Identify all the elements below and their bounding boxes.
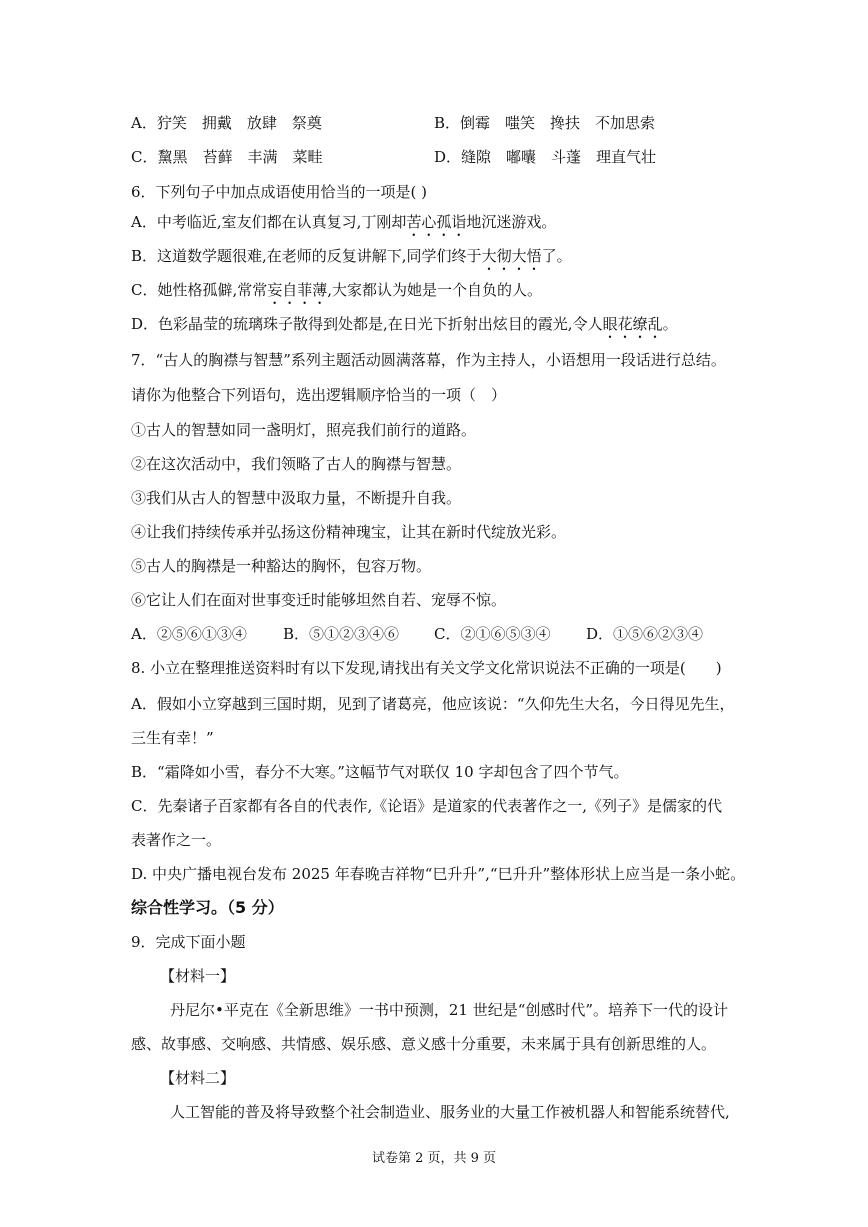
q5-option-b: B．倒霉 嗤笑 搀扶 不加思索 (434, 114, 656, 132)
q6-option-d (131, 314, 678, 342)
q7-sentence-3: ③我们从古人的智慧中汲取力量，不断提升自我。 (131, 489, 462, 507)
material-2-title: 【材料二】 (160, 1069, 236, 1087)
q8-option-a-line1: A．假如小立穿越到三国时期，见到了诸葛亮，他应该说：“久仰先生大名，今日得见先生， (131, 695, 735, 713)
q8-option-c-line1: C．先秦诸子百家都有各自的代表作,《论语》是道家的代表著作之一,《列子》是儒家的代 (131, 797, 723, 815)
q8-option-a-line2: 三生有幸！” (131, 729, 214, 747)
q6-c-tail: ,大家都认为她是一个自负的人。 (327, 281, 543, 299)
q8-option-c-line2: 表著作之一。 (131, 831, 222, 849)
q5-option-a: A．狞笑 拥戴 放肆 祭奠 (131, 114, 322, 132)
q6-stem: 6．下列句子中加点成语使用恰当的一项是( ) (131, 183, 428, 201)
q6-a-text: A．中考临近,室友们都在认真复习,丁刚却 (131, 213, 407, 231)
q6-a-idiom: 苦心孤诣 (406, 213, 467, 231)
q7-stem-line2: 请你为他整合下列语句，选出逻辑顺序恰当的一项（ ） (131, 386, 507, 404)
q6-option-a (131, 212, 556, 240)
material-1-line2: 感、故事感、交响感、共情感、娱乐感、意义感十分重要，未来属于具有创新思维的人。 (131, 1035, 717, 1053)
q7-sentence-4: ④让我们持续传承并弘扬这份精神瑰宝，让其在新时代绽放光彩。 (131, 523, 567, 541)
q7-stem-line1: 7．“古人的胸襟与智慧”系列主题活动圆满落幕，作为主持人，小语想用一段话进行总结。 (131, 351, 726, 369)
material-1-title: 【材料一】 (160, 967, 236, 985)
q6-b-idiom: 大彻大悟 (481, 247, 542, 265)
section-heading: 综合性学习。（5 分） (131, 898, 284, 917)
q7-option-a: A．②⑤⑥①③④ (131, 625, 247, 643)
q9-stem: 9．完成下面小题 (131, 933, 246, 951)
q7-sentence-1: ①古人的智慧如同一盏明灯，照亮我们前行的道路。 (131, 421, 477, 439)
q5-option-c: C．黧黑 苔藓 丰满 菜畦 (131, 148, 323, 166)
material-1-line1: 丹尼尔•平克在《全新思维》一书中预测，21 世纪是“创感时代”。培养下一代的设计 (170, 1001, 729, 1019)
q6-b-tail: 了。 (541, 247, 572, 265)
q7-option-c: C．②①⑥⑤③④ (434, 625, 551, 643)
q5-option-d: D．缝隙 嘟囔 斗蓬 理直气壮 (434, 148, 657, 166)
q7-sentence-6: ⑥它让人们在面对世事变迁时能够坦然自若、宠辱不惊。 (131, 591, 507, 609)
q6-option-c (131, 280, 542, 308)
q6-c-text: C．她性格孤僻,常常 (131, 281, 268, 299)
q7-option-d: D．①⑤⑥②③④ (586, 625, 704, 643)
q6-d-tail: 。 (662, 315, 678, 333)
q7-sentence-2: ②在这次活动中，我们领略了古人的胸襟与智慧。 (131, 455, 462, 473)
material-2-line1: 人工智能的普及将导致整个社会制造业、服务业的大量工作被机器人和智能系统替代, (170, 1103, 730, 1121)
q6-a-tail: 地沉迷游戏。 (466, 213, 557, 231)
page-footer: 试卷第 2 页，共 9 页 (371, 1151, 497, 1166)
q6-d-text: D．色彩晶莹的琉璃珠子散得到处都是,在日光下折射出炫目的霞光,令人 (131, 315, 603, 333)
q6-c-idiom: 妄自菲薄 (267, 281, 328, 299)
q8-option-b: B．“霜降如小雪，春分不大寒。”这幅节气对联仅 10 字却包含了四个节气。 (131, 763, 629, 781)
q6-b-text: B．这道数学题很难,在老师的反复讲解下,同学们终于 (131, 247, 482, 265)
q8-option-d: D. 中央广播电视台发布 2025 年春晚吉祥物“巳升升”,“巳升升”整体形状上应当是一条小蛇。 (131, 865, 746, 883)
q7-option-b: B．⑤①②③④⑥ (283, 625, 400, 643)
q6-d-idiom: 眼花缭乱 (602, 315, 663, 333)
q7-sentence-5: ⑤古人的胸襟是一种豁达的胸怀，包容万物。 (131, 557, 432, 575)
q6-option-b (131, 246, 572, 274)
q8-stem: 8. 小立在整理推送资料时有以下发现,请找出有关文学文化常识说法不正确的一项是( ) (131, 659, 722, 677)
